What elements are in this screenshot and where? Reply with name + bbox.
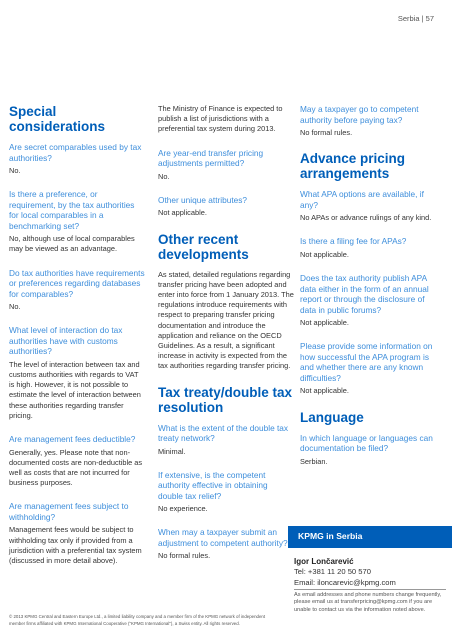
answer: Management fees would be subject to withholding tax only if provided from a jurisdiction with a preferential tax system (discussed in more detail above). bbox=[9, 525, 142, 565]
question: What APA options are available, if any? bbox=[300, 189, 424, 210]
answer: Not applicable. bbox=[300, 386, 349, 396]
answer: No, although use of local comparables may be viewed as an advantage. bbox=[9, 234, 135, 254]
answer: Minimal. bbox=[158, 446, 186, 456]
developments-paragraph: As stated, detailed regulations regarding transfer pricing have been adopted and enter into force from 1 January 2013. The regulations introduce requirements with respect to preparing transfer pricing documentation and introduce the application and reliance on the OECD Guidelines. As a result, a significant increase in activity is expected from the tax authorities regarding transfer pricing. bbox=[158, 269, 294, 371]
question: What level of interaction do tax authorities have with customs authorities? bbox=[9, 325, 123, 357]
contact-name: Igor Lončarević bbox=[294, 557, 354, 566]
qa-item bbox=[300, 236, 442, 260]
qa-item bbox=[9, 434, 145, 488]
qa-item bbox=[300, 273, 442, 328]
contact-phone: Tel: +381 11 20 50 570 bbox=[294, 567, 371, 576]
qa-item bbox=[9, 142, 145, 176]
question: Are management fees deductible? bbox=[9, 434, 136, 445]
answer: The level of interaction between tax and customs authorities with regards to VAT is high. However, it is not possible to estimate the level of interaction between these authorities regarding transfer pricing. bbox=[9, 359, 141, 420]
copyright-footer: © 2013 KPMG Central and Eastern Europe Ltd., a limited liability company and a member firm of the KPMG network of independent member firms affiliated with KPMG International Cooperative ("KPMG International"), a Swiss entity. All rights reserved. bbox=[9, 614, 266, 626]
answer: No APAs or advance rulings of any kind. bbox=[300, 213, 432, 223]
section-title-special-considerations: Special considerations bbox=[9, 104, 106, 134]
answer: No. bbox=[9, 166, 21, 175]
qa-item bbox=[9, 189, 145, 254]
question: May a taxpayer go to competent authority before paying tax? bbox=[300, 104, 419, 125]
qa-item bbox=[158, 148, 294, 182]
answer: No. bbox=[9, 302, 21, 312]
page-header: Serbia | 57 bbox=[397, 14, 434, 23]
question: What is the extent of the double tax treaty network? bbox=[158, 422, 289, 444]
qa-item bbox=[9, 268, 145, 313]
divider bbox=[294, 589, 446, 590]
question: When may a taxpayer submit an adjustment to competent authority? bbox=[158, 527, 288, 548]
section-title-apa: Advance pricing arrangements bbox=[300, 151, 406, 182]
qa-item bbox=[300, 341, 442, 396]
qa-item bbox=[9, 325, 145, 421]
kpmg-office-label: KPMG in Serbia bbox=[298, 531, 363, 541]
contact-email[interactable]: Email: iloncarevic@kpmg.com bbox=[294, 577, 396, 587]
section-title-language: Language bbox=[300, 409, 364, 425]
column-2 bbox=[158, 104, 294, 575]
question: Do tax authorities have requirements or preferences regarding databases for comparables? bbox=[9, 267, 145, 299]
question: Please provide some information on how successful the APA program is and whether there are any known difficulties? bbox=[300, 341, 433, 383]
section-title-tax-treaty: Tax treaty/double tax resolution bbox=[158, 384, 293, 415]
qa-item bbox=[158, 195, 294, 219]
question: Is there a preference, or requirement, by the tax authorities for local comparables in a benchmarking set? bbox=[9, 189, 135, 231]
qa-item bbox=[300, 104, 442, 138]
kpmg-office-banner bbox=[288, 526, 452, 548]
answer: Not applicable. bbox=[300, 249, 349, 259]
answer: Not applicable. bbox=[158, 208, 207, 218]
question: If extensive, is the competent authority effective in obtaining double tax relief? bbox=[158, 469, 268, 501]
answer: No experience. bbox=[158, 504, 208, 514]
qa-item bbox=[9, 501, 145, 566]
question: Does the tax authority publish APA data either in the form of an annual report or through the disclosure of data in public forums? bbox=[300, 273, 429, 315]
qa-item bbox=[158, 470, 294, 515]
qa-item bbox=[158, 527, 294, 561]
qa-item bbox=[158, 423, 294, 457]
column-3 bbox=[300, 104, 442, 480]
answer: No formal rules. bbox=[158, 551, 211, 561]
section-title-other-developments: Other recent developments bbox=[158, 231, 249, 262]
question: Are management fees subject to withholding? bbox=[9, 501, 129, 522]
question: Is there a filing fee for APAs? bbox=[300, 236, 407, 247]
qa-item bbox=[300, 189, 442, 223]
question: Are year-end transfer pricing adjustments permitted? bbox=[158, 147, 264, 169]
answer: No formal rules. bbox=[300, 128, 353, 137]
contact-block bbox=[294, 556, 444, 588]
question: Other unique attributes? bbox=[158, 194, 248, 205]
answer: No. bbox=[158, 171, 170, 181]
answer: Serbian. bbox=[300, 456, 328, 466]
question: In which language or languages can documentation be filed? bbox=[300, 432, 433, 454]
answer: Not applicable. bbox=[300, 318, 349, 328]
contact-note: As email addresses and phone numbers change frequently, please email us at transferpricing@kpmg.com if you are unable to contact us via the information noted above. bbox=[294, 592, 442, 613]
intro-paragraph: The Ministry of Finance is expected to publish a list of jurisdictions with a preferential tax system during 2013. bbox=[158, 104, 283, 134]
question: Are secret comparables used by tax authorities? bbox=[9, 142, 142, 163]
column-1 bbox=[9, 104, 145, 579]
qa-item bbox=[300, 433, 442, 467]
answer: Generally, yes. Please note that non-documented costs are non-deductible as well as costs that are not incurred for business purposes. bbox=[9, 447, 143, 488]
